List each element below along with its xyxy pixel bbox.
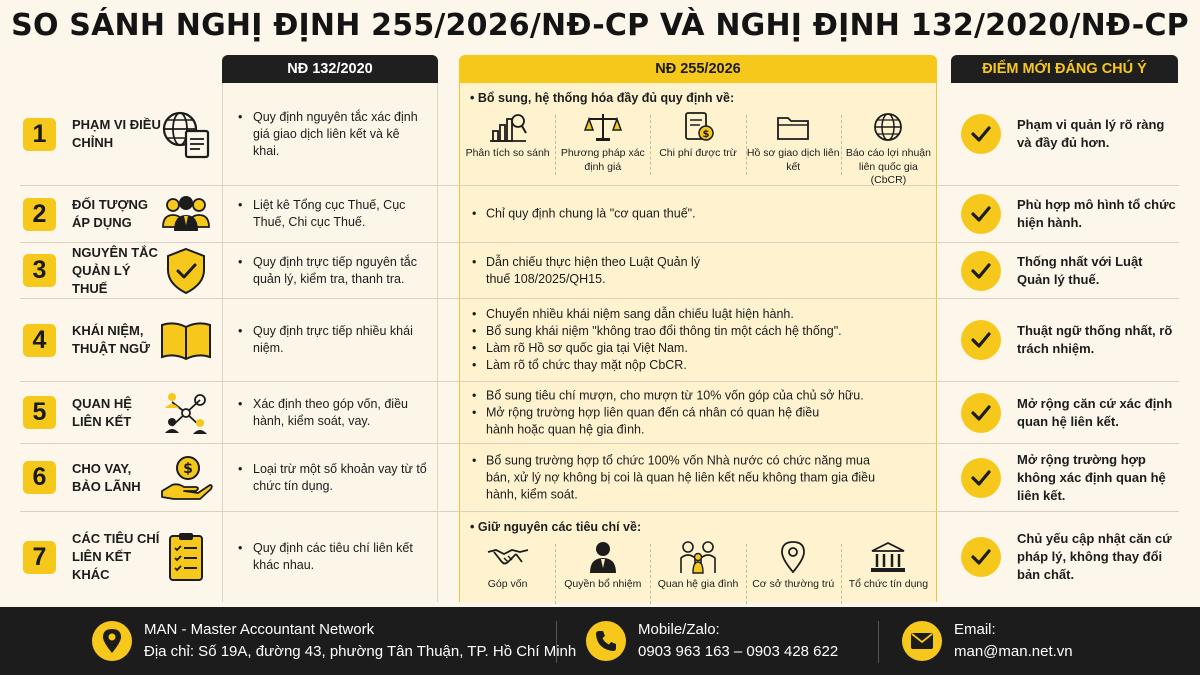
new-regulation-cell [459, 299, 937, 381]
check-icon [961, 320, 1001, 360]
table-row [20, 243, 1179, 299]
row-number: 2 [23, 198, 56, 231]
check-icon [961, 251, 1001, 291]
new-regulation-cell [459, 382, 937, 443]
new-icon-item: Tổ chức tín dụng [841, 540, 936, 592]
row-number: 7 [23, 541, 56, 574]
org-address: Địa chỉ: Số 19A, đường 43, phường Tân Thuận, TP. Hồ Chí Minh [144, 643, 577, 660]
location-pin-icon [92, 621, 132, 661]
note-text: Thuật ngữ thống nhất, rõ trách nhiệm. [1017, 323, 1173, 356]
old-bullet: • Quy định trực tiếp nhiều khái niệm. [223, 323, 437, 357]
new-regulation-cell [459, 243, 937, 298]
row-label: QUAN HỆ LIÊN KẾT [72, 395, 132, 429]
row-number: 6 [23, 461, 56, 494]
check-icon [961, 194, 1001, 234]
svg-text:$: $ [183, 460, 193, 477]
page-title: SO SÁNH NGHỊ ĐỊNH 255/2026/NĐ-CP VÀ NGHỊ ĐỊNH 132/2020/NĐ-CP [11, 8, 1189, 43]
row-label: PHẠM VI ĐIỀU CHỈNH [72, 117, 161, 150]
new-icon-item: Phân tích so sánh [460, 111, 555, 188]
note-text: Mở rộng trường hợp không xác định quan hệ liên kết. [1017, 451, 1166, 503]
footer-address-block [92, 607, 576, 675]
phone-number[interactable]: 0903 963 163 – 0903 428 622 [638, 643, 839, 660]
phone-icon [586, 621, 626, 661]
row-label: KHÁI NIỆM, THUẬT NGỮ [72, 323, 150, 356]
old-bullet: • Loại trừ một số khoản vay từ tổ chức tín dụng. [223, 461, 437, 495]
old-regulation-cell [222, 186, 438, 242]
new-bullet: • Chỉ quy định chung là "cơ quan thuế". [460, 206, 936, 223]
note-cell [947, 382, 1179, 443]
table-row [20, 83, 1179, 186]
row-number: 4 [23, 324, 56, 357]
email-label: Email: [954, 621, 996, 638]
new-icon-row [460, 540, 936, 592]
new-icon-item: Góp vốn [460, 540, 555, 592]
open-book-icon [158, 315, 214, 365]
row-label-cell [20, 243, 220, 298]
note-text: Phạm vi quản lý rõ ràng và đầy đủ hơn. [1017, 117, 1165, 150]
old-regulation-cell [222, 444, 438, 511]
table-row [20, 444, 1179, 512]
new-icon-row [460, 111, 936, 188]
footer-email-block [902, 607, 1073, 675]
phone-label: Mobile/Zalo: [638, 621, 720, 638]
check-icon [961, 114, 1001, 154]
new-icon-item: $ Chi phí được trừ [650, 111, 745, 188]
mail-icon [902, 621, 942, 661]
shield-check-icon [158, 246, 214, 296]
new-bullet: • Bổ sung khái niệm "không trao đổi thông tin một cách hệ thống". [460, 323, 936, 340]
note-cell [947, 512, 1179, 602]
note-cell [947, 299, 1179, 381]
new-icon-item: Phương pháp xác định giá [555, 111, 650, 188]
new-bullet: • Làm rõ tổ chức thay mặt nộp CbCR. [460, 357, 936, 374]
old-bullet: • Quy định các tiêu chí liên kết khác nhau. [223, 540, 437, 574]
new-regulation-cell [459, 83, 937, 185]
new-heading: • Bổ sung, hệ thống hóa đầy đủ quy định về: [470, 91, 735, 105]
cost-document-icon [678, 111, 718, 143]
row-label: CHO VAY, BẢO LÃNH [72, 460, 141, 494]
column-header-old: NĐ 132/2020 [222, 55, 438, 83]
new-regulation-cell [459, 444, 937, 511]
table-row [20, 299, 1179, 382]
new-regulation-cell [459, 186, 937, 242]
new-regulation-cell [459, 512, 937, 602]
check-icon [961, 458, 1001, 498]
svg-text:$: $ [702, 129, 710, 140]
new-bullet: • Dẫn chiếu thực hiện theo Luật Quản lý thuế 108/2025/QH15. [460, 254, 720, 288]
row-label-cell [20, 83, 220, 185]
table-row [20, 382, 1179, 444]
row-number: 1 [23, 118, 56, 151]
row-number: 5 [23, 396, 56, 429]
new-bullet: • Bổ sung trường hợp tổ chức 100% vốn Nhà nước có chức năng mua bán, xử lý nợ không bị coi là quan hệ liên kết nếu không tham gia điều hành, kiểm soát. [460, 452, 890, 503]
new-bullet: • Mở rộng trường hợp liên quan đến cá nhân có quan hệ điều hành hoặc quan hệ gia đình. [460, 404, 860, 438]
old-bullet: • Xác định theo góp vốn, điều hành, kiểm soát, vay. [223, 396, 437, 430]
column-header-note: ĐIỂM MỚI ĐÁNG CHÚ Ý [951, 55, 1178, 83]
new-icon-item: Quyền bổ nhiệm [555, 540, 650, 592]
new-bullet: • Làm rõ Hồ sơ quốc gia tại Việt Nam. [460, 340, 936, 357]
check-icon [961, 393, 1001, 433]
note-text: Chủ yếu cập nhật căn cứ pháp lý, không thay đổi bản chất. [1017, 531, 1172, 582]
table-row [20, 512, 1179, 602]
row-number: 3 [23, 254, 56, 287]
row-label-cell [20, 444, 220, 511]
note-cell [947, 186, 1179, 242]
new-bullet: • Chuyển nhiều khái niệm sang dẫn chiếu luật hiện hành. [460, 306, 936, 323]
org-name: MAN - Master Accountant Network [144, 621, 375, 638]
old-regulation-cell [222, 512, 438, 602]
location-pin-icon [771, 540, 815, 574]
hand-coin-icon [158, 453, 214, 503]
folder-icon [773, 111, 813, 143]
note-cell [947, 243, 1179, 298]
new-icon-item: Cơ sở thường trú [746, 540, 841, 592]
family-icon [676, 540, 720, 574]
old-bullet: • Quy định trực tiếp nguyên tắc quản lý, kiểm tra, thanh tra. [223, 254, 437, 288]
clipboard-checklist-icon [158, 532, 214, 582]
network-people-icon [158, 388, 214, 438]
globe-document-icon [158, 109, 214, 159]
column-header-new: NĐ 255/2026 [459, 55, 937, 83]
new-bullet: • Bổ sung tiêu chí mượn, cho mượn từ 10% vốn góp của chủ sở hữu. [460, 387, 936, 404]
note-text: Thống nhất với Luật Quản lý thuế. [1017, 253, 1143, 287]
old-regulation-cell [222, 243, 438, 298]
appointee-icon [581, 540, 625, 574]
people-group-icon [158, 189, 214, 239]
new-icon-item: Báo cáo lợi nhuận liên quốc gia (CbCR) [841, 111, 936, 188]
footer [0, 607, 1200, 675]
note-text: Mở rộng căn cứ xác định quan hệ liên kết. [1017, 395, 1173, 429]
row-label-cell [20, 186, 220, 242]
note-cell [947, 444, 1179, 511]
old-regulation-cell [222, 83, 438, 185]
old-bullet: • Quy định nguyên tắc xác định giá giao dịch liên kết và kê khai. [223, 109, 437, 160]
old-regulation-cell [222, 299, 438, 381]
new-heading: • Giữ nguyên các tiêu chí về: [470, 520, 642, 534]
check-icon [961, 537, 1001, 577]
new-icon-item: Quan hệ gia đình [650, 540, 745, 592]
old-bullet: • Liệt kê Tổng cục Thuế, Cục Thuế, Chi cục Thuế. [223, 197, 437, 231]
row-label: CÁC TIÊU CHÍ LIÊN KẾT KHÁC [72, 531, 160, 582]
row-label-cell [20, 512, 220, 602]
new-icon-item: Hồ sơ giao dịch liên kết [746, 111, 841, 188]
note-cell [947, 83, 1179, 185]
note-text: Phù hợp mô hình tổ chức hiện hành. [1017, 197, 1176, 230]
row-label-cell [20, 299, 220, 381]
bank-icon [866, 540, 910, 574]
table-row [20, 186, 1179, 243]
footer-phone-block [586, 607, 838, 675]
row-label-cell [20, 382, 220, 443]
scale-icon [583, 111, 623, 143]
row-label: ĐỐI TƯỢNG ÁP DỤNG [72, 197, 149, 230]
handshake-icon [486, 540, 530, 574]
row-label: NGUYÊN TẮC QUẢN LÝ THUẾ [72, 244, 158, 296]
email-address[interactable]: man@man.net.vn [954, 643, 1073, 660]
old-regulation-cell [222, 382, 438, 443]
chart-analysis-icon [488, 111, 528, 143]
globe-report-icon [868, 111, 908, 143]
